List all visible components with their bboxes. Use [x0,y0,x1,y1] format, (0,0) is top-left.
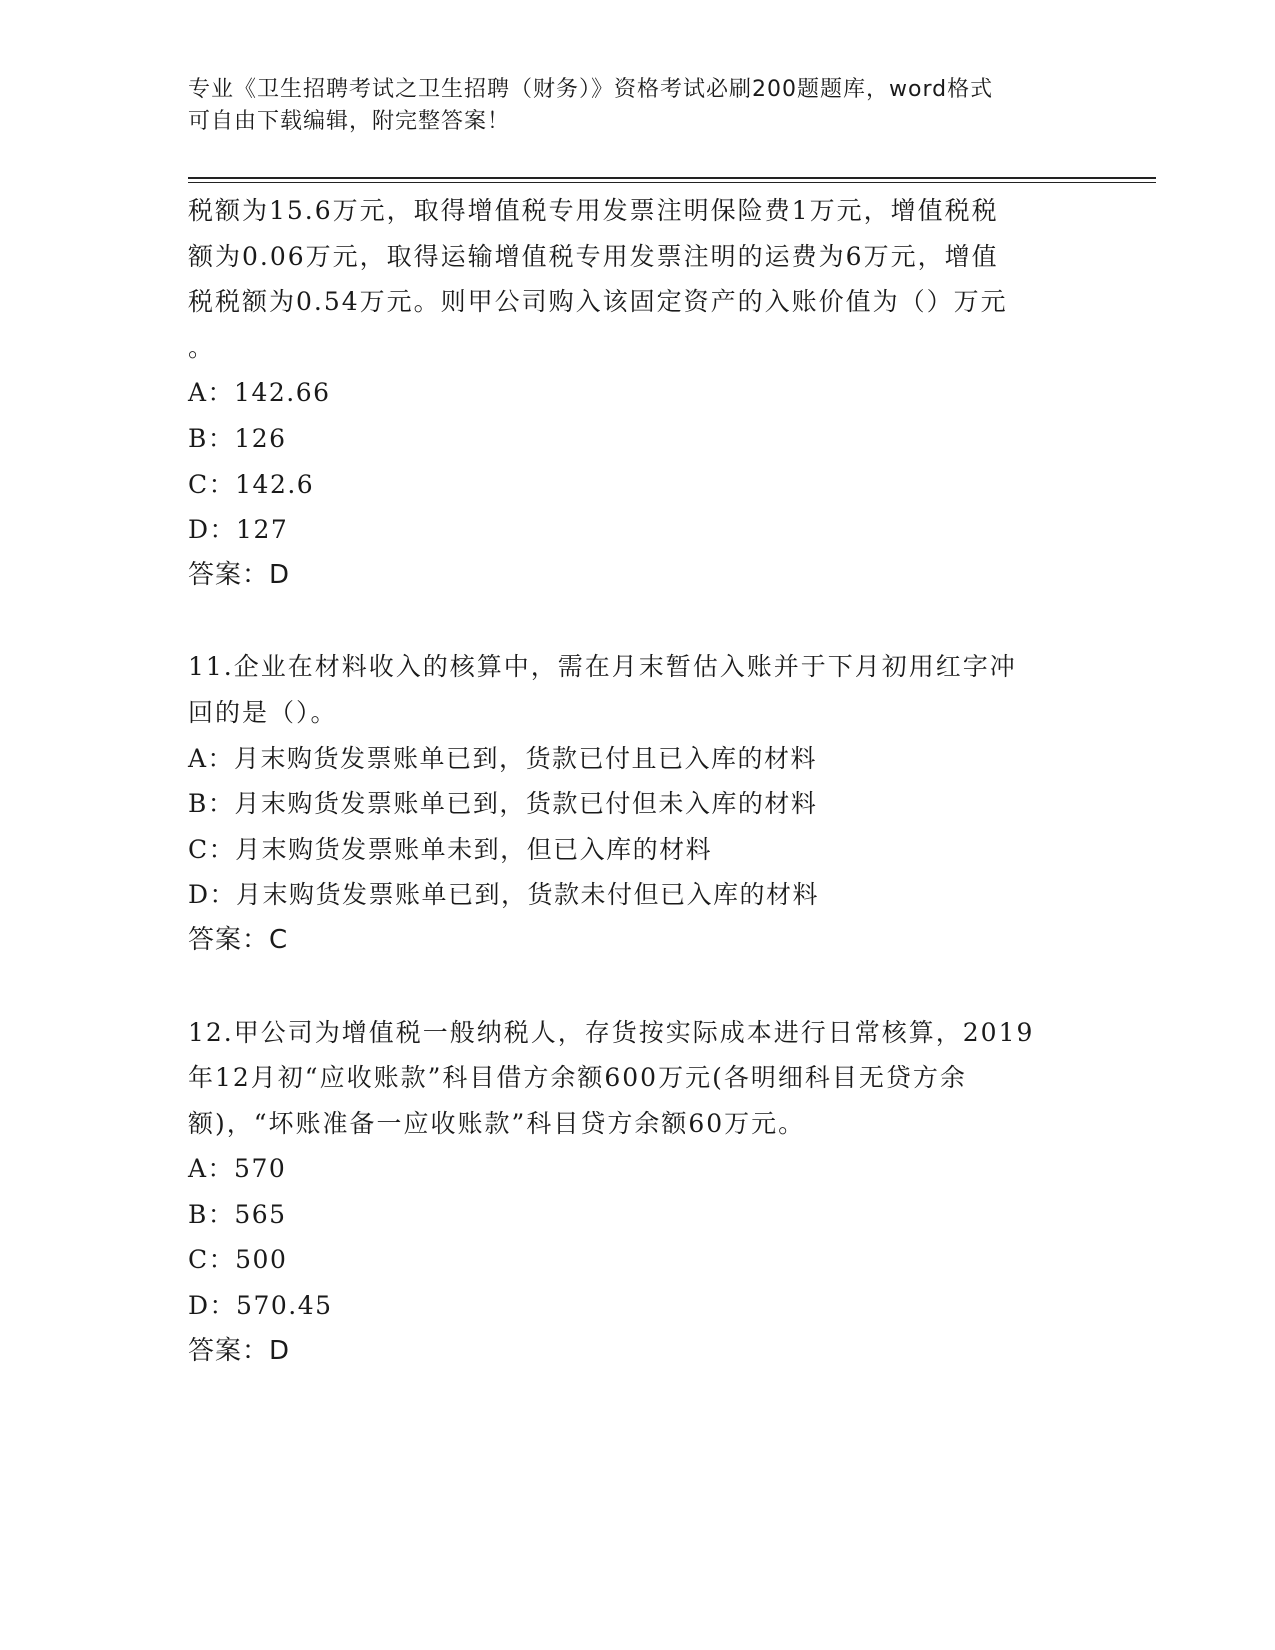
answer-line: 答案：D [188,1335,291,1366]
question-text-line: 12.甲公司为增值税一般纳税人，存货按实际成本进行日常核算，2019 [188,1017,1035,1047]
document-header [188,74,1088,138]
header-title-line-2: 可自由下载编辑，附完整答案！ [188,109,511,134]
question-text-line: 税税额为0.54万元。则甲公司购入该固定资产的入账价值为（）万元 [188,287,1008,317]
header-title-line-1: 专业《卫生招聘考试之卫生招聘（财务）》资格考试必刷200题题库，word格式 [188,77,994,102]
spacer [188,964,1088,1010]
question-text-line: 回的是（）。 [188,697,338,727]
option-b: B：565 [188,1199,287,1229]
question-text-line: 年12月初“应收账款”科目借方余额600万元(各明细科目无贷方余 [188,1063,967,1093]
answer-line: 答案：C [188,924,289,955]
question-10 [188,188,1088,598]
header-divider-thick [188,177,1156,179]
question-text-line: 税额为15.6万元，取得增值税专用发票注明保险费1万元，增值税税 [188,196,999,225]
option-b: B：月末购货发票账单已到，货款已付但未入库的材料 [188,789,818,819]
question-text-line: 额为0.06万元，取得运输增值税专用发票注明的运费为6万元，增值 [188,241,999,271]
option-a: A：142.66 [188,378,331,408]
question-text-line: 。 [188,332,216,362]
spacer [188,598,1088,644]
question-11 [188,644,1088,963]
option-d: D：570.45 [188,1291,333,1321]
option-d: D：127 [188,515,289,545]
answer-line: 答案：D [188,559,291,590]
option-c: C：月末购货发票账单未到，但已入库的材料 [188,834,713,864]
option-c: C：142.6 [188,469,315,499]
option-b: B：126 [188,423,287,453]
question-text-line: 额)，“坏账准备一应收账款”科目贷方余额60万元。 [188,1108,806,1138]
option-a: A：570 [188,1154,287,1184]
option-c: C：500 [188,1245,288,1275]
option-d: D：月末购货发票账单已到，货款未付但已入库的材料 [188,880,820,910]
question-12 [188,1010,1088,1375]
option-a: A：月末购货发票账单已到，货款已付且已入库的材料 [188,743,818,773]
question-text-line: 11.企业在材料收入的核算中，需在月末暂估入账并于下月初用红字冲 [188,652,1017,682]
question-list [188,188,1088,1374]
header-divider-thin [188,182,1156,183]
